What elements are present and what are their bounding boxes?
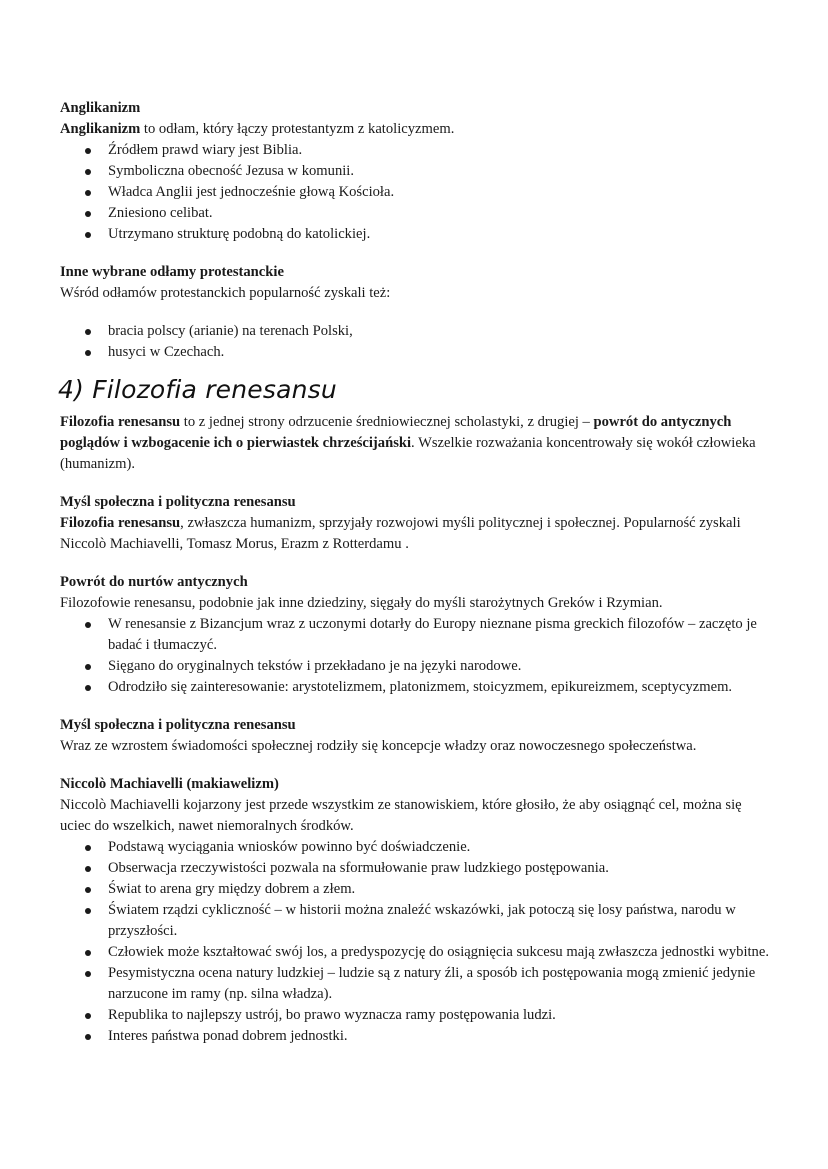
section-title-mysl-spoleczna-1: Myśl społeczna i polityczna renesansu [60, 494, 296, 510]
anglikanizm-intro-text: to odłam, który łączy protestantyzm z katolicyzmem. [140, 121, 455, 137]
list-item: Światem rządzi cykliczność – w historii można znaleźć wskazówki, jak potoczą się losy państwa, narodu w przyszłości. [108, 900, 772, 942]
mysl1-bold: Filozofia renesansu [60, 515, 181, 531]
anglikanizm-intro [60, 119, 772, 140]
list-item: Źródłem prawd wiary jest Biblia. [108, 140, 772, 161]
powrot-list [60, 614, 772, 698]
filozofia-bold-2: powrót do antycznych poglądów i wzbogacenie ich o pierwiastek chrześcijański [60, 414, 732, 451]
list-item: husyci w Czechach. [108, 342, 772, 363]
powrot-intro: Filozofowie renesansu, podobnie jak inne dziedziny, sięgały do myśli starożytnych Greków i Rzymian. [60, 595, 663, 611]
list-item: Utrzymano strukturę podobną do katolickiej. [108, 224, 772, 245]
mysl2-text: Wraz ze wzrostem świadomości społecznej rodziły się koncepcje władzy oraz nowoczesnego społeczeństwa. [60, 738, 697, 754]
section-title-anglikanizm: Anglikanizm [60, 100, 141, 116]
list-item: Podstawą wyciągania wniosków powinno być doświadczenie. [108, 837, 772, 858]
spacer [60, 304, 772, 321]
list-item: Sięgano do oryginalnych tekstów i przekładano je na języki narodowe. [108, 656, 772, 677]
list-item: Interes państwa ponad dobrem jednostki. [108, 1026, 772, 1047]
machiavelli-intro: Niccolò Machiavelli kojarzony jest przede wszystkim ze stanowiskiem, które głosiło, że aby osiągnąć cel, można się uciec do wszelkich, nawet niemoralnych środków. [60, 797, 742, 834]
section-title-powrot: Powrót do nurtów antycznych [60, 574, 248, 590]
filozofia-paragraph [60, 412, 772, 475]
list-item: Władca Anglii jest jednocześnie głową Kościoła. [108, 182, 772, 203]
list-item: Symboliczna obecność Jezusa w komunii. [108, 161, 772, 182]
section-title-inne-odlamy: Inne wybrane odłamy protestanckie [60, 264, 284, 280]
machiavelli-list [60, 837, 772, 1047]
section-title-mysl-spoleczna-2: Myśl społeczna i polityczna renesansu [60, 717, 296, 733]
list-item: Odrodziło się zainteresowanie: arystotelizmem, platonizmem, stoicyzmem, epikureizmem, sceptycyzmem. [108, 677, 772, 698]
list-item: Zniesiono celibat. [108, 203, 772, 224]
list-item: bracia polscy (arianie) na terenach Polski, [108, 321, 772, 342]
filozofia-bold-1: Filozofia renesansu [60, 414, 181, 430]
list-item: Pesymistyczna ocena natury ludzkiej – ludzie są z natury źli, a sposób ich postępowania mogą zmienić jedynie narzucone im ramy (np. silna władza). [108, 963, 772, 1005]
list-item: Człowiek może kształtować swój los, a predyspozycję do osiągnięcia sukcesu mają zwłaszcza jednostki wybitne. [108, 942, 772, 963]
filozofia-text-2: . Wszelkie rozważania koncentrowały się wokół człowieka (humanizm). [60, 435, 756, 472]
list-item: Świat to arena gry między dobrem a złem. [108, 879, 772, 900]
mysl1-text: , zwłaszcza humanizm, sprzyjały rozwojowi myśli politycznej i społecznej. Popularność zyskali Niccolò Machiavelli, Tomasz Morus, Erazm z Rotterdamu . [60, 515, 741, 552]
list-item: Republika to najlepszy ustrój, bo prawo wyznacza ramy postępowania ludzi. [108, 1005, 772, 1026]
mysl1-paragraph [60, 513, 772, 555]
list-item: Obserwacja rzeczywistości pozwala na sformułowanie praw ludzkiego postępowania. [108, 858, 772, 879]
anglikanizm-list [60, 140, 772, 245]
list-item: W renesansie z Bizancjum wraz z uczonymi dotarły do Europy nieznane pisma greckich filozofów – zaczęto je badać i tłumaczyć. [108, 614, 772, 656]
anglikanizm-intro-bold: Anglikanizm [60, 121, 141, 137]
filozofia-text-1: to z jednej strony odrzucenie średniowiecznej scholastyki, z drugiej – [180, 414, 594, 430]
inne-list [60, 321, 772, 363]
inne-intro: Wśród odłamów protestanckich popularność zyskali też: [60, 285, 391, 301]
chapter-heading: 4) Filozofia renesansu [58, 375, 337, 404]
section-title-machiavelli: Niccolò Machiavelli (makiawelizm) [60, 776, 279, 792]
